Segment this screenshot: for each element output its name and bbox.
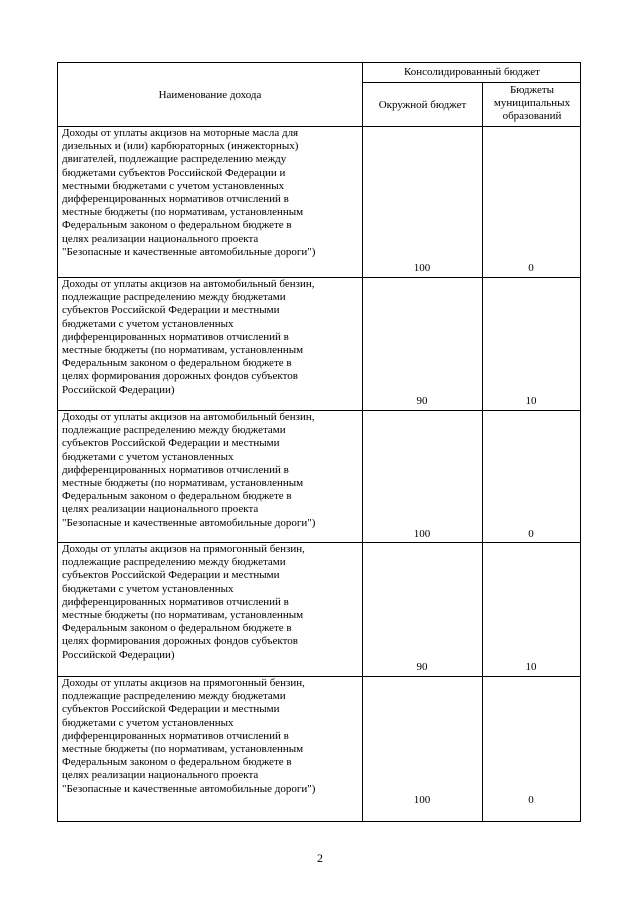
table-row-3-description: Доходы от уплаты акцизов на автомобильный бензин, подлежащие распределению между бюджетами субъектов Российской Федерации и местными бюджетами с учетом установленных дифференцированных нормативов отчислений в местные бюджеты (по нормативам, установленным Федеральным законом о федеральном бюджете в целях реализации национального проекта "Безопасные и качественные автомобильные дороги") — [62, 411, 316, 529]
table-row-5-district: 100 — [413, 794, 431, 806]
header-subdivider — [362, 82, 580, 83]
header-municipal-budgets: Бюджеты муниципальных образований — [493, 84, 571, 122]
column-divider-2 — [482, 82, 483, 821]
column-divider-1 — [362, 63, 363, 821]
table-row-3-municipal: 0 — [528, 528, 534, 540]
table-row-1-municipal: 0 — [528, 262, 534, 274]
table-row-2-description: Доходы от уплаты акцизов на автомобильный бензин, подлежащие распределению между бюджетами субъектов Российской Федерации и местными бюджетами с учетом установленных дифференцированных нормативов отчислений в местные бюджеты (по нормативам, установленным Федеральным законом о федеральном бюджете в целях формирования дорожных фондов субъектов Российской Федерации) — [62, 278, 315, 396]
table-row-2-district: 90 — [416, 395, 428, 407]
table-row-5-municipal: 0 — [528, 794, 534, 806]
table-row-4-description: Доходы от уплаты акцизов на прямогонный бензин, подлежащие распределению между бюджетами субъектов Российской Федерации и местными бюджетами с учетом установленных дифференцированных нормативов отчислений в местные бюджеты (по нормативам, установленным Федеральным законом о федеральном бюджете в целях формирования дорожных фондов субъектов Российской Федерации) — [62, 543, 305, 661]
table-row-3-district: 100 — [413, 528, 431, 540]
table-row-1-description: Доходы от уплаты акцизов на моторные масла для дизельных и (или) карбюраторных (инжекторных) двигателей, подлежащие распределению между бюджетами субъектов Российской Федерации и местными бюджетами с учетом установленных дифференцированных нормативов отчислений в местные бюджеты (по нормативам, установленным Федеральным законом о федеральном бюджете в целях реализации национального проекта "Безопасные и качественные автомобильные дороги") — [62, 127, 316, 258]
table-row-5-description: Доходы от уплаты акцизов на прямогонный бензин, подлежащие распределению между бюджетами субъектов Российской Федерации и местными бюджетами с учетом установленных дифференцированных нормативов отчислений в местные бюджеты (по нормативам, установленным Федеральным законом о федеральном бюджете в целях реализации национального проекта "Безопасные и качественные автомобильные дороги") — [62, 677, 316, 795]
table-row-2-municipal: 10 — [525, 395, 537, 407]
page-number: 2 — [317, 851, 323, 865]
header-district-budget: Окружной бюджет — [378, 99, 467, 111]
header-income-name: Наименование дохода — [158, 89, 262, 101]
table-row-1-district: 100 — [413, 262, 431, 274]
table-row-4-district: 90 — [416, 661, 428, 673]
table-row-4-municipal: 10 — [525, 661, 537, 673]
header-consolidated-budget: Консолидированный бюджет — [403, 66, 540, 78]
revenue-table — [57, 62, 581, 822]
